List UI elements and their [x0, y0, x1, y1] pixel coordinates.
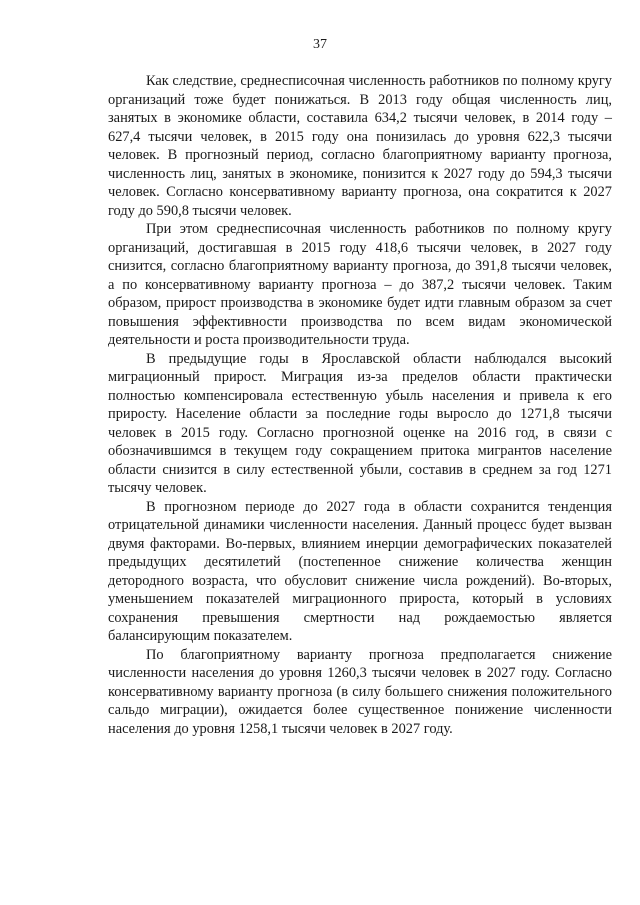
- paragraph-population-trend: В прогнозном периоде до 2027 года в области сохранится тенденция отрицательной динамики численности населения. Данный процесс будет вызван двумя факторами. Во-первых, влиянием инерции демографических показателей предыдущих десятилетий (постепенное снижение количества женщин детородного возраста, что обусловит снижение числа рождений). Во-вторых, уменьшением показателей миграционного прироста, который в условиях сохранения превышения смертности над рождаемостью является балансирующим показателем.: [108, 498, 612, 644]
- document-body: [108, 72, 612, 738]
- paragraph-average-headcount: При этом среднесписочная численность работников по полному кругу организаций, достигавшая в 2015 году 418,6 тысячи человек, в 2027 году снизится, согласно благоприятному варианту прогноза, до 391,8 тысячи человек, а по консервативному варианту прогноза – до 387,2 тысячи человек. Таким образом, прирост производства в экономике будет идти главным образом за счет повышения эффективности производства по всем видам экономической деятельности и роста производительности труда.: [108, 221, 612, 348]
- paragraph-employment-decline: Как следствие, среднесписочная численность работников по полному кругу организаций тоже будет понижаться. В 2013 году общая численность лиц, занятых в экономике области, составила 634,2 тысячи человек, в 2014 году – 627,4 тысячи человек, в 2015 году она понизилась до уровня 622,3 тысячи человек. В прогнозный период, согласно благоприятному варианту прогноза, численность лиц, занятых в экономике, понизится к 2027 году до 594,3 тысячи человек. Согласно консервативному варианту прогноза, она сократится к 2027 году до 590,8 тысячи человек.: [108, 73, 612, 219]
- paragraph-forecast-variants: По благоприятному варианту прогноза предполагается снижение численности населения до уровня 1260,3 тысячи человек в 2027 году. Согласно консервативному варианту прогноза (в силу большего снижения положительного сальдо миграции), ожидается более существенное понижение численности населения до уровня 1258,1 тысячи человек в 2027 году.: [108, 646, 612, 737]
- paragraph-migration-growth: В предыдущие годы в Ярославской области наблюдался высокий миграционный прирост. Миграция из-за пределов области практически полностью компенсировала естественную убыль населения и привела к его приросту. Население области за последние годы выросло до 1271,8 тысячи человек в 2015 году. Согласно прогнозной оценке на 2016 год, в связи с обозначившимся в текущем году сокращением притока мигрантов население области снизится в силу естественной убыли, составив в среднем за год 1271 тысячу человек.: [108, 350, 612, 496]
- page-number: 37: [313, 37, 327, 52]
